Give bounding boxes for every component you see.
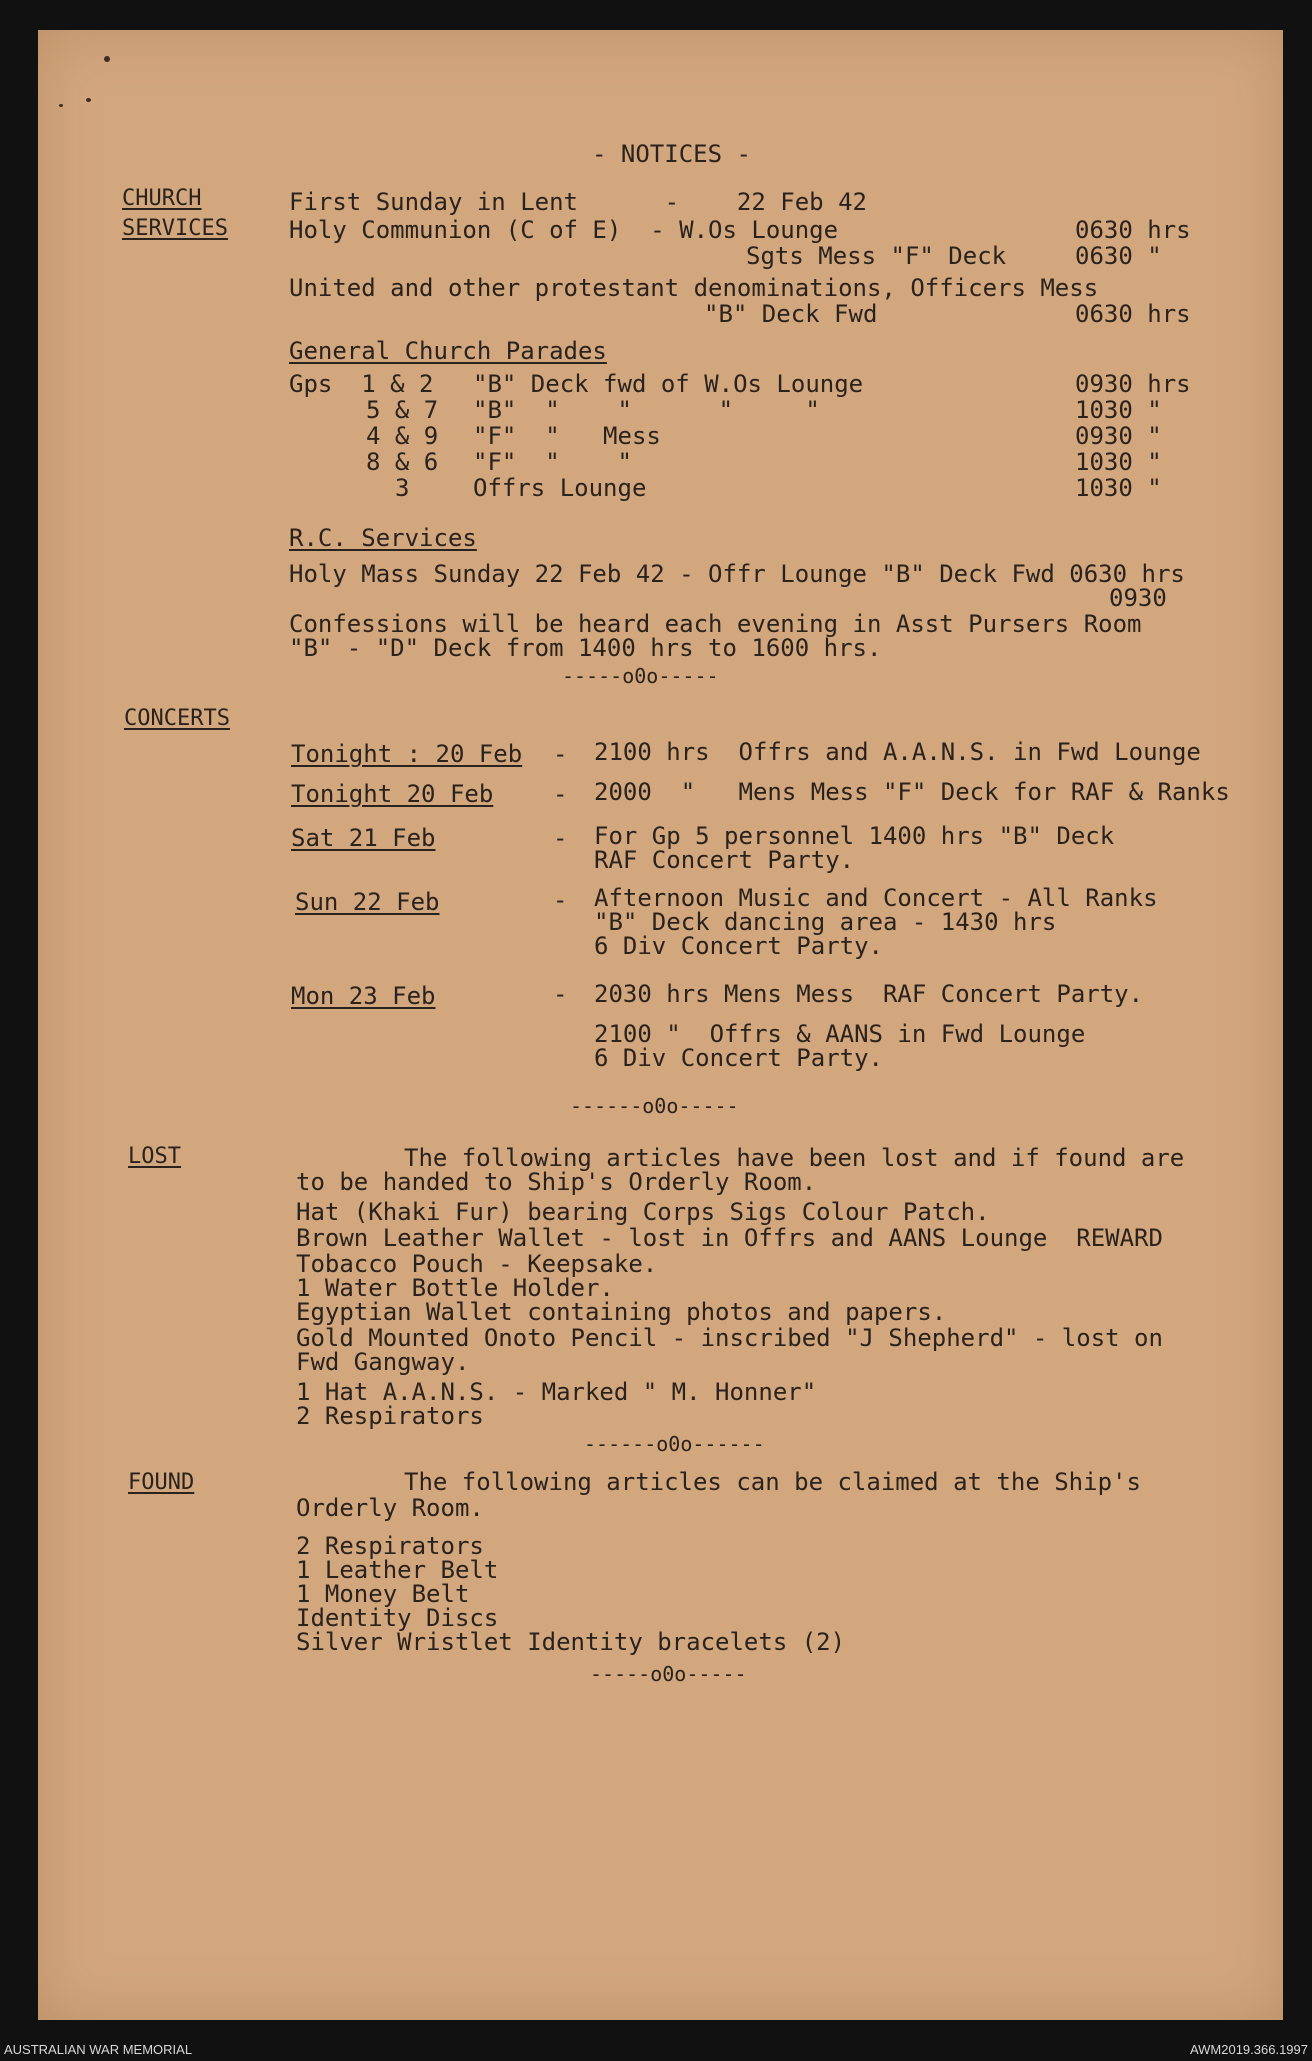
lost-intro: to be handed to Ship's Orderly Room. (296, 1168, 817, 1196)
divider: -----o0o----- (590, 1662, 747, 1686)
concert-line: "B" Deck dancing area - 1430 hrs (594, 908, 1057, 936)
lost-item: Hat (Khaki Fur) bearing Corps Sigs Colour Patch. (296, 1198, 990, 1226)
lost-item: 1 Hat A.A.N.S. - Marked " M. Honner" (296, 1378, 817, 1406)
concert-line: 2100 " Offrs & AANS in Fwd Lounge (594, 1020, 1086, 1048)
concert-dash: - (553, 824, 568, 852)
rc-services-heading: R.C. Services (289, 524, 477, 552)
concert-line: 6 Div Concert Party. (594, 1044, 883, 1072)
parade-time: 1030 " (1075, 448, 1162, 476)
confessions-line: Confessions will be heard each evening in Asst Pursers Room (289, 610, 1142, 638)
concert-date: Sun 22 Feb (295, 888, 440, 916)
lost-heading: LOST (128, 1144, 181, 1169)
church-time: 0630 " (1075, 242, 1162, 270)
divider: ------o0o----- (570, 1094, 739, 1118)
church-line: United and other protestant denominations, Officers Mess (289, 274, 1099, 302)
concert-line: Afternoon Music and Concert - All Ranks (594, 884, 1158, 912)
general-parades-heading: General Church Parades (289, 337, 607, 365)
confessions-line: "B" - "D" Deck from 1400 hrs to 1600 hrs. (289, 634, 882, 662)
ink-mark (104, 56, 110, 62)
concerts-heading: CONCERTS (124, 706, 230, 731)
rc-time-2: 0930 (1109, 584, 1167, 612)
parade-place: "B" Deck fwd of W.Os Lounge (473, 370, 864, 398)
parade-label: 5 & 7 (366, 396, 439, 424)
concert-date: Sat 21 Feb (291, 824, 436, 852)
church-line: Sgts Mess "F" Deck (746, 242, 1007, 270)
church-line: First Sunday in Lent - 22 Feb 42 (289, 188, 867, 216)
parade-label: Gps 1 & 2 (289, 370, 434, 398)
page-title: - NOTICES - (592, 140, 751, 168)
church-line: Holy Communion (C of E) - W.Os Lounge (289, 216, 839, 244)
archive-credit: AUSTRALIAN WAR MEMORIAL (4, 2042, 193, 2057)
church-line: "B" Deck Fwd (704, 300, 878, 328)
divider: ------o0o------ (584, 1432, 765, 1456)
concert-line: 6 Div Concert Party. (594, 932, 883, 960)
archive-reference: AWM2019.366.1997 (1189, 2042, 1308, 2057)
found-item: 1 Money Belt (296, 1580, 470, 1608)
church-heading-2: SERVICES (122, 216, 228, 241)
concert-dash: - (553, 980, 568, 1008)
found-intro: Orderly Room. (296, 1494, 484, 1522)
concert-dash: - (553, 740, 568, 768)
lost-item: Egyptian Wallet containing photos and papers. (296, 1298, 947, 1326)
archive-footer (0, 2025, 1312, 2061)
ink-mark (59, 104, 63, 107)
church-time: 0630 hrs (1075, 216, 1191, 244)
found-item: Identity Discs (296, 1604, 499, 1632)
parade-time: 1030 " (1075, 474, 1162, 502)
found-item: Silver Wristlet Identity bracelets (2) (296, 1628, 846, 1656)
lost-item: Fwd Gangway. (296, 1348, 470, 1376)
document-page (38, 30, 1283, 2020)
concert-date: Tonight : 20 Feb (291, 740, 523, 768)
rc-line: Holy Mass Sunday 22 Feb 42 - Offr Lounge "B" Deck Fwd 0630 hrs (289, 560, 1185, 588)
ink-mark (86, 98, 91, 102)
found-intro: The following articles can be claimed at the Ship's (404, 1468, 1141, 1496)
concert-line: RAF Concert Party. (594, 846, 855, 874)
parade-time: 0930 hrs (1075, 370, 1191, 398)
parade-label: 4 & 9 (366, 422, 439, 450)
concert-line: 2000 " Mens Mess "F" Deck for RAF & Ranks (594, 778, 1230, 806)
lost-intro: The following articles have been lost and if found are (404, 1144, 1185, 1172)
parade-label: 8 & 6 (366, 448, 439, 476)
concert-dash: - (553, 780, 568, 808)
concert-line: 2100 hrs Offrs and A.A.N.S. in Fwd Lounge (594, 738, 1201, 766)
church-heading-1: CHURCH (122, 186, 202, 211)
concert-date: Tonight 20 Feb (291, 780, 494, 808)
parade-place: "F" " Mess (473, 422, 661, 450)
concert-line: For Gp 5 personnel 1400 hrs "B" Deck (594, 822, 1115, 850)
concert-dash: - (553, 886, 568, 914)
concert-date: Mon 23 Feb (291, 982, 436, 1010)
parade-place: "B" " " " " (473, 396, 820, 424)
church-time: 0630 hrs (1075, 300, 1191, 328)
lost-item: Tobacco Pouch - Keepsake. (296, 1250, 658, 1278)
lost-item: 1 Water Bottle Holder. (296, 1274, 614, 1302)
parade-place: "F" " " (473, 448, 632, 476)
parade-time: 1030 " (1075, 396, 1162, 424)
found-item: 2 Respirators (296, 1532, 484, 1560)
divider: -----o0o----- (562, 664, 719, 688)
lost-item: 2 Respirators (296, 1402, 484, 1430)
found-item: 1 Leather Belt (296, 1556, 499, 1584)
parade-time: 0930 " (1075, 422, 1162, 450)
concert-line: 2030 hrs Mens Mess RAF Concert Party. (594, 980, 1144, 1008)
lost-item: Brown Leather Wallet - lost in Offrs and AANS Lounge REWARD (296, 1224, 1163, 1252)
parade-place: Offrs Lounge (473, 474, 647, 502)
parade-label: 3 (395, 474, 410, 502)
found-heading: FOUND (128, 1470, 195, 1495)
lost-item: Gold Mounted Onoto Pencil - inscribed "J Shepherd" - lost on (296, 1324, 1163, 1352)
